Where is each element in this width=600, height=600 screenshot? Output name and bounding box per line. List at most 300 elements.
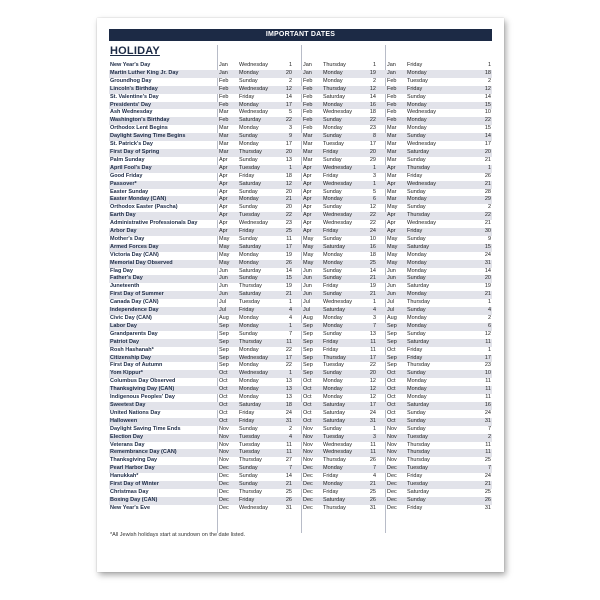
weekday-year3: Monday (407, 69, 427, 76)
date-year1: 13 (285, 156, 292, 163)
table-row (109, 331, 492, 339)
holiday-name: First Day of Spring (110, 148, 160, 155)
table-row (109, 426, 492, 434)
holiday-name: Mother's Day (110, 235, 145, 242)
month-year3: May (387, 204, 398, 211)
weekday-year2: Friday (323, 488, 339, 495)
month-year3: Aug (387, 315, 397, 321)
month-year3: Oct (387, 409, 396, 416)
weekday-year1: Friday (239, 417, 255, 424)
holiday-name: Christmas Day (110, 488, 149, 495)
month-year1: Jul (219, 307, 227, 314)
date-year2: 7 (372, 465, 376, 472)
holiday-name: Memorial Day Observed (110, 259, 173, 266)
date-year1: 20 (285, 148, 292, 155)
month-year1: Apr (219, 180, 228, 187)
holiday-name: Patriot Day (110, 338, 140, 345)
weekday-year3: Thursday (407, 212, 430, 219)
date-year3: 24 (484, 251, 491, 258)
month-year1: Oct (219, 401, 228, 408)
date-year3: 26 (484, 496, 491, 503)
weekday-year1: Wednesday (239, 220, 268, 227)
holiday-name: Rosh Hashanah* (110, 346, 154, 353)
weekday-year1: Monday (239, 322, 259, 329)
month-year3: Feb (387, 101, 397, 108)
date-year2: 1 (372, 164, 376, 171)
weekday-year1: Monday (239, 362, 259, 369)
date-year3: 22 (484, 117, 491, 124)
month-year2: Oct (303, 394, 312, 401)
month-year2: Apr (303, 172, 312, 179)
table-row (109, 102, 492, 110)
month-year3: Apr (387, 220, 396, 227)
table-row (109, 220, 492, 228)
weekday-year1: Sunday (239, 330, 258, 337)
table-row (109, 244, 492, 252)
month-year2: Dec (303, 488, 313, 495)
weekday-year3: Friday (407, 85, 423, 92)
weekday-year3: Friday (407, 172, 423, 179)
date-year3: 31 (484, 259, 491, 266)
month-year3: Sep (387, 338, 397, 345)
table-row (109, 78, 492, 86)
date-year3: 25 (484, 457, 491, 464)
holiday-name: Easter Sunday (110, 188, 149, 195)
month-year3: Sep (387, 354, 397, 361)
month-year1: Dec (219, 496, 229, 503)
month-year1: Apr (219, 156, 228, 163)
month-year1: Dec (219, 481, 229, 488)
weekday-year1: Monday (239, 101, 259, 108)
month-year2: Aug (303, 315, 313, 321)
weekday-year3: Thursday (407, 362, 430, 369)
weekday-year3: Friday (407, 228, 423, 235)
month-year2: Sep (303, 362, 313, 369)
month-year1: Oct (219, 370, 228, 377)
date-year2: 21 (369, 291, 376, 298)
month-year1: Nov (219, 457, 229, 464)
month-year3: Nov (387, 449, 397, 456)
date-year2: 23 (369, 125, 376, 132)
month-year1: Apr (219, 188, 228, 195)
weekday-year1: Monday (239, 394, 259, 401)
holiday-name: Columbus Day Observed (110, 378, 176, 385)
table-row (109, 189, 492, 197)
date-year3: 2 (487, 315, 491, 321)
month-year1: May (219, 243, 230, 250)
weekday-year2: Friday (323, 148, 339, 155)
month-year2: Feb (303, 93, 313, 100)
table-row (109, 94, 492, 102)
table-row (109, 505, 492, 513)
date-year3: 17 (484, 141, 491, 148)
weekday-year3: Monday (407, 315, 427, 321)
table-row (109, 62, 492, 70)
month-year2: Oct (303, 417, 312, 424)
weekday-year3: Sunday (407, 156, 426, 163)
weekday-year1: Saturday (239, 401, 262, 408)
month-year2: Sep (303, 322, 313, 329)
date-year1: 12 (285, 85, 292, 92)
weekday-year3: Wednesday (407, 141, 436, 148)
month-year2: Mar (303, 133, 313, 140)
date-year2: 3 (372, 172, 376, 179)
date-year3: 1 (487, 164, 491, 171)
month-year2: Feb (303, 101, 313, 108)
holiday-name: Veterans Day (110, 441, 145, 448)
weekday-year3: Friday (407, 62, 423, 68)
holiday-name: Boxing Day (CAN) (110, 496, 158, 503)
month-year3: Dec (387, 488, 397, 495)
table-row (109, 355, 492, 363)
month-year1: Mar (219, 125, 229, 132)
date-year3: 21 (484, 291, 491, 298)
weekday-year3: Monday (407, 117, 427, 124)
month-year1: Oct (219, 417, 228, 424)
date-year2: 26 (369, 496, 376, 503)
date-year1: 13 (285, 394, 292, 401)
weekday-year1: Monday (239, 251, 259, 258)
date-year1: 4 (288, 307, 292, 314)
weekday-year3: Sunday (407, 133, 426, 140)
table-row (109, 434, 492, 442)
date-year3: 21 (484, 180, 491, 187)
weekday-year2: Wednesday (323, 449, 352, 456)
date-year1: 1 (288, 322, 292, 329)
month-year3: Feb (387, 109, 397, 116)
date-year3: 23 (484, 362, 491, 369)
weekday-year2: Saturday (323, 496, 346, 503)
date-year2: 12 (369, 85, 376, 92)
weekday-year1: Friday (239, 409, 255, 416)
weekday-year3: Saturday (407, 148, 430, 155)
weekday-year1: Monday (239, 196, 259, 203)
date-year1: 21 (285, 481, 292, 488)
holiday-name: Civic Day (CAN) (110, 315, 152, 321)
table-row (109, 315, 492, 323)
month-year1: Sep (219, 362, 229, 369)
month-year2: May (303, 235, 314, 242)
date-year3: 1 (487, 346, 491, 353)
weekday-year1: Sunday (239, 425, 258, 432)
weekday-year2: Tuesday (323, 362, 344, 369)
weekday-year2: Tuesday (323, 141, 344, 148)
date-year2: 13 (369, 330, 376, 337)
weekday-year2: Wednesday (323, 220, 352, 227)
month-year3: May (387, 235, 398, 242)
month-year2: Apr (303, 188, 312, 195)
month-year1: Apr (219, 196, 228, 203)
date-year1: 26 (285, 496, 292, 503)
weekday-year1: Friday (239, 307, 255, 314)
weekday-year2: Friday (323, 172, 339, 179)
weekday-year1: Monday (239, 69, 259, 76)
date-year1: 5 (288, 109, 292, 116)
month-year2: Oct (303, 401, 312, 408)
holiday-name: Victoria Day (CAN) (110, 251, 159, 258)
date-year1: 22 (285, 117, 292, 124)
weekday-year3: Monday (407, 386, 427, 393)
holiday-name: St. Patrick's Day (110, 141, 153, 148)
holiday-name: Halloween (110, 417, 138, 424)
date-year2: 3 (372, 315, 376, 321)
holiday-name: Pearl Harbor Day (110, 465, 155, 472)
month-year3: Apr (387, 212, 396, 219)
weekday-year2: Sunday (323, 204, 342, 211)
table-row (109, 442, 492, 450)
table-row (109, 86, 492, 94)
weekday-year2: Thursday (323, 504, 346, 511)
weekday-year2: Monday (323, 69, 343, 76)
weekday-year1: Wednesday (239, 504, 268, 511)
date-year1: 24 (285, 409, 292, 416)
date-year3: 12 (484, 330, 491, 337)
month-year3: Jul (387, 307, 395, 314)
holiday-name: Palm Sunday (110, 156, 145, 163)
date-year2: 1 (372, 180, 376, 187)
date-year2: 14 (369, 93, 376, 100)
weekday-year1: Thursday (239, 338, 262, 345)
holiday-name: Juneteenth (110, 283, 140, 290)
month-year1: Jun (219, 267, 228, 274)
month-year3: Jun (387, 267, 396, 274)
month-year1: Oct (219, 394, 228, 401)
month-year2: Apr (303, 212, 312, 219)
date-year3: 18 (484, 69, 491, 76)
date-year2: 22 (369, 220, 376, 227)
holiday-name: Arbor Day (110, 228, 137, 235)
holiday-name: Yom Kippur* (110, 370, 143, 377)
weekday-year3: Sunday (407, 496, 426, 503)
month-year2: Mar (303, 141, 313, 148)
month-year3: Dec (387, 496, 397, 503)
date-year2: 14 (369, 267, 376, 274)
month-year3: Dec (387, 465, 397, 472)
month-year2: Mar (303, 156, 313, 163)
weekday-year2: Thursday (323, 62, 346, 68)
month-year3: Dec (387, 481, 397, 488)
weekday-year3: Tuesday (407, 433, 428, 440)
month-year1: Sep (219, 346, 229, 353)
weekday-year2: Sunday (323, 275, 342, 282)
month-year3: Jun (387, 283, 396, 290)
month-year2: Dec (303, 504, 313, 511)
weekday-year1: Saturday (239, 180, 262, 187)
weekday-year1: Wednesday (239, 370, 268, 377)
table-row (109, 497, 492, 505)
holiday-name: First Day of Summer (110, 291, 164, 298)
month-year3: Mar (387, 148, 397, 155)
holiday-name: Sweetest Day (110, 401, 146, 408)
date-year1: 12 (285, 180, 292, 187)
weekday-year1: Monday (239, 386, 259, 393)
date-year1: 11 (286, 441, 292, 448)
month-year3: Oct (387, 378, 396, 385)
table-row (109, 133, 492, 141)
month-year1: Oct (219, 409, 228, 416)
holiday-name: Canada Day (CAN) (110, 299, 159, 306)
table-row (109, 260, 492, 268)
month-year3: Nov (387, 457, 397, 464)
table-row (109, 196, 492, 204)
month-year1: Jan (219, 69, 228, 76)
month-year1: Nov (219, 449, 229, 456)
weekday-year1: Sunday (239, 275, 258, 282)
weekday-year1: Friday (239, 172, 255, 179)
date-year3: 14 (484, 133, 491, 140)
weekday-year1: Sunday (239, 188, 258, 195)
month-year3: Oct (387, 346, 396, 353)
month-year2: Jul (303, 299, 311, 306)
month-year1: Feb (219, 101, 229, 108)
holiday-name: Good Friday (110, 172, 143, 179)
table-row (109, 402, 492, 410)
holiday-name: Martin Luther King Jr. Day (110, 69, 179, 76)
table-row (109, 125, 492, 133)
date-year3: 10 (484, 109, 491, 116)
weekday-year3: Monday (407, 101, 427, 108)
date-year3: 12 (484, 85, 491, 92)
date-year3: 9 (487, 235, 491, 242)
holiday-name: Election Day (110, 433, 144, 440)
page-header: IMPORTANT DATES (109, 29, 492, 41)
date-year2: 16 (369, 243, 376, 250)
holiday-name: Passover* (110, 180, 137, 187)
weekday-year1: Monday (239, 141, 259, 148)
month-year1: Aug (219, 315, 229, 321)
weekday-year3: Sunday (407, 204, 426, 211)
weekday-year1: Tuesday (239, 433, 260, 440)
month-year2: Feb (303, 125, 313, 132)
month-year2: Nov (303, 457, 313, 464)
weekday-year3: Saturday (407, 243, 430, 250)
month-year2: Apr (303, 180, 312, 187)
date-year1: 9 (288, 133, 292, 140)
date-year2: 26 (369, 457, 376, 464)
holiday-table (109, 62, 492, 513)
weekday-year1: Friday (239, 93, 255, 100)
month-year2: Dec (303, 496, 313, 503)
date-year1: 1 (288, 370, 292, 377)
month-year2: Sep (303, 370, 313, 377)
table-row (109, 473, 492, 481)
date-year2: 29 (369, 156, 376, 163)
date-year1: 19 (285, 251, 292, 258)
date-year2: 17 (369, 141, 376, 148)
weekday-year1: Monday (239, 378, 259, 385)
date-year2: 8 (372, 133, 376, 140)
month-year2: Mar (303, 148, 313, 155)
weekday-year2: Sunday (323, 188, 342, 195)
weekday-year3: Sunday (407, 417, 426, 424)
date-year2: 20 (369, 370, 376, 377)
month-year1: Oct (219, 386, 228, 393)
table-row (109, 173, 492, 181)
date-year2: 1 (372, 62, 376, 68)
weekday-year2: Wednesday (323, 299, 352, 306)
table-row (109, 212, 492, 220)
holiday-name: Grandparents Day (110, 330, 158, 337)
month-year1: Sep (219, 338, 229, 345)
date-year2: 4 (372, 473, 376, 480)
month-year1: May (219, 235, 230, 242)
weekday-year3: Monday (407, 125, 427, 132)
weekday-year2: Saturday (323, 417, 346, 424)
weekday-year3: Thursday (407, 441, 430, 448)
month-year1: Dec (219, 473, 229, 480)
month-year3: Jan (387, 69, 396, 76)
month-year2: Jan (303, 62, 312, 68)
month-year1: Mar (219, 109, 229, 116)
date-year1: 19 (285, 283, 292, 290)
holiday-name: Flag Day (110, 267, 133, 274)
month-year3: May (387, 259, 398, 266)
holiday-name: United Nations Day (110, 409, 161, 416)
weekday-year3: Tuesday (407, 481, 428, 488)
table-row (109, 275, 492, 283)
weekday-year3: Thursday (407, 299, 430, 306)
date-year2: 4 (372, 307, 376, 314)
holiday-name: Groundhog Day (110, 77, 152, 84)
weekday-year1: Monday (239, 259, 259, 266)
date-year3: 31 (484, 417, 491, 424)
table-row (109, 394, 492, 402)
month-year1: Sep (219, 330, 229, 337)
weekday-year3: Sunday (407, 370, 426, 377)
table-row (109, 165, 492, 173)
date-year2: 18 (369, 109, 376, 116)
date-year2: 12 (369, 378, 376, 385)
date-year3: 4 (487, 307, 491, 314)
weekday-year3: Monday (407, 196, 427, 203)
table-row (109, 418, 492, 426)
date-year1: 20 (285, 204, 292, 211)
weekday-year1: Wednesday (239, 354, 268, 361)
date-year1: 13 (285, 378, 292, 385)
weekday-year3: Sunday (407, 275, 426, 282)
weekday-year2: Friday (323, 283, 339, 290)
weekday-year2: Monday (323, 378, 343, 385)
month-year1: Nov (219, 425, 229, 432)
weekday-year3: Friday (407, 473, 423, 480)
month-year2: Sep (303, 354, 313, 361)
month-year1: Jan (219, 62, 228, 68)
month-year3: Mar (387, 172, 397, 179)
date-year3: 11 (485, 378, 491, 385)
weekday-year2: Wednesday (323, 180, 352, 187)
month-year2: Jan (303, 69, 312, 76)
holiday-name: Remembrance Day (CAN) (110, 449, 177, 456)
date-year1: 15 (285, 275, 292, 282)
date-year2: 25 (369, 259, 376, 266)
month-year1: Mar (219, 148, 229, 155)
month-year1: Apr (219, 164, 228, 171)
weekday-year2: Monday (323, 125, 343, 132)
holiday-name: Daylight Saving Time Ends (110, 425, 181, 432)
month-year2: Nov (303, 433, 313, 440)
date-year1: 17 (285, 354, 292, 361)
weekday-year2: Friday (323, 473, 339, 480)
month-year3: Mar (387, 133, 397, 140)
date-year1: 17 (285, 141, 292, 148)
weekday-year1: Tuesday (239, 164, 260, 171)
date-year2: 11 (370, 441, 376, 448)
holiday-name: Orthodox Lent Begins (110, 125, 168, 132)
weekday-year2: Sunday (323, 133, 342, 140)
table-row (109, 252, 492, 260)
date-year1: 11 (286, 449, 292, 456)
weekday-year2: Wednesday (323, 164, 352, 171)
